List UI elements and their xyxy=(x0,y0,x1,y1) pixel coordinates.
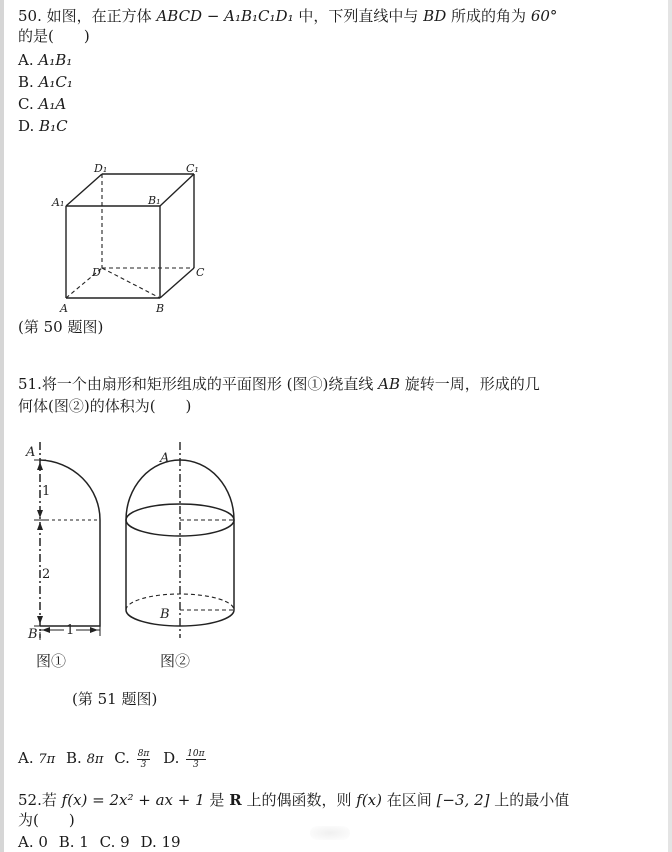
label-a1: A₁ xyxy=(52,196,65,209)
label-b: B xyxy=(156,302,165,315)
fraction xyxy=(137,749,151,770)
q50-stem-part2: 中，下列直线中与 xyxy=(298,7,419,25)
label-a: A xyxy=(60,302,68,315)
option-letter: B. xyxy=(58,833,75,851)
q51-option-b xyxy=(66,748,103,770)
q51-axis: AB xyxy=(378,375,400,393)
q52-stem-line2: 为( ) xyxy=(18,811,75,829)
q52-function: f(x) = 2x² + ax + 1 xyxy=(61,791,205,809)
option-value: 8π xyxy=(86,752,104,767)
q50-option-b xyxy=(18,72,73,92)
label-c: C xyxy=(196,266,205,279)
fig2-label-b: B xyxy=(160,607,170,622)
option-value: 9 xyxy=(120,833,130,851)
q52-option-c xyxy=(100,832,130,852)
arrow-2-up xyxy=(37,522,43,530)
q51-stem-part2: 旋转一周，形成的几 xyxy=(404,375,540,393)
q52-option-a xyxy=(18,832,48,852)
q50-stem-line2: 的是( ) xyxy=(18,27,90,45)
q52-stem-mid2: 上的偶函数，则 xyxy=(246,791,352,809)
q52-stem-line1 xyxy=(18,790,569,810)
option-value: A₁A xyxy=(38,95,67,113)
q51-stem-line2: 何体(图②)的体积为( ) xyxy=(18,397,192,415)
label-b1: B₁ xyxy=(148,194,161,207)
q51-stem-part1: 51.将一个由扇形和矩形组成的平面图形 (图①)绕直线 xyxy=(18,375,374,393)
fig1-label-a: A xyxy=(26,445,36,460)
option-letter: C. xyxy=(99,833,116,851)
label-d: D xyxy=(92,266,101,279)
arrow-h-left xyxy=(42,627,50,633)
figure-1-planar-shape xyxy=(20,440,130,650)
q50-stem-line1 xyxy=(18,6,557,26)
fig1-label-b: B xyxy=(28,627,38,642)
fraction-denominator: 3 xyxy=(192,759,199,770)
arrow-2-down xyxy=(37,616,43,624)
q52-fx: f(x) xyxy=(356,791,382,809)
q51-options xyxy=(18,748,214,770)
q50-option-c xyxy=(18,94,66,114)
option-letter: C. xyxy=(114,749,130,767)
diagonal-bd-hidden xyxy=(102,268,160,298)
q50-number: 50. xyxy=(18,7,42,25)
q50-option-d xyxy=(18,116,68,136)
fig2-label-a: A xyxy=(160,451,170,466)
fraction-denominator: 3 xyxy=(140,759,147,770)
option-letter: D. xyxy=(163,749,180,767)
option-value: B₁C xyxy=(39,117,68,135)
fraction xyxy=(186,749,205,770)
q50-stem-part3: 所成的角为 xyxy=(451,7,527,25)
label-c1: C₁ xyxy=(186,162,199,175)
fig1-caption: 图① xyxy=(36,652,67,670)
q50-option-a xyxy=(18,50,72,70)
q52-option-b xyxy=(59,832,89,852)
option-letter: A. xyxy=(18,51,34,69)
q51-option-d xyxy=(163,748,207,770)
left-margin-bar xyxy=(0,0,4,852)
q52-stem-mid3: 在区间 xyxy=(386,791,432,809)
q52-number: 52.若 xyxy=(18,791,57,809)
option-value: 19 xyxy=(161,833,181,851)
option-value: 7π xyxy=(38,752,56,767)
option-letter: D. xyxy=(140,833,157,851)
q51-caption: (第 51 题图) xyxy=(72,690,158,708)
edge-a1d1 xyxy=(66,174,102,206)
q51-option-c xyxy=(114,748,152,770)
option-letter: B. xyxy=(66,749,82,767)
q52-set-r: R xyxy=(229,791,242,809)
q52-stem-end: 上的最小值 xyxy=(494,791,570,809)
fig2-caption: 图② xyxy=(160,652,191,670)
q52-interval: [−3, 2] xyxy=(436,791,490,809)
cube-figure xyxy=(50,158,220,318)
right-margin-bar xyxy=(668,0,672,852)
fraction-numerator: 10π xyxy=(187,748,205,759)
q50-cube-name: ABCD − A₁B₁C₁D₁ xyxy=(156,7,294,25)
fraction-numerator: 8π xyxy=(137,748,150,759)
q51-stem-line1 xyxy=(18,374,540,394)
option-value: A₁C₁ xyxy=(38,73,73,91)
option-value: 1 xyxy=(79,833,89,851)
option-letter: D. xyxy=(18,117,35,135)
option-value: 0 xyxy=(38,833,48,851)
option-value: A₁B₁ xyxy=(38,51,73,69)
arrow-h-right xyxy=(90,627,98,633)
arrow-1-up xyxy=(37,462,43,470)
q50-line-bd: BD xyxy=(423,7,447,25)
arrow-1-down xyxy=(37,510,43,518)
option-letter: A. xyxy=(18,833,34,851)
fig1-label-two-vertical: 2 xyxy=(42,567,51,582)
fig1-label-one-vertical: 1 xyxy=(42,484,51,499)
q50-caption: (第 50 题图) xyxy=(18,318,104,336)
q50-angle: 60° xyxy=(530,7,558,25)
q52-options xyxy=(18,832,187,852)
option-letter: C. xyxy=(18,95,34,113)
label-d1: D₁ xyxy=(94,162,108,175)
option-letter: B. xyxy=(18,73,34,91)
q52-stem-mid: 是 xyxy=(209,791,225,809)
fig1-label-one-horizontal: 1 xyxy=(66,623,75,638)
bottom-blur-artifact xyxy=(310,826,350,840)
figure-2-solid xyxy=(120,440,240,650)
edge-b1c1 xyxy=(160,174,194,206)
edge-bc xyxy=(160,268,194,298)
q50-stem-part1: 如图，在正方体 xyxy=(46,7,152,25)
q52-option-d xyxy=(140,832,180,852)
q51-option-a xyxy=(18,748,55,770)
option-letter: A. xyxy=(18,749,34,767)
